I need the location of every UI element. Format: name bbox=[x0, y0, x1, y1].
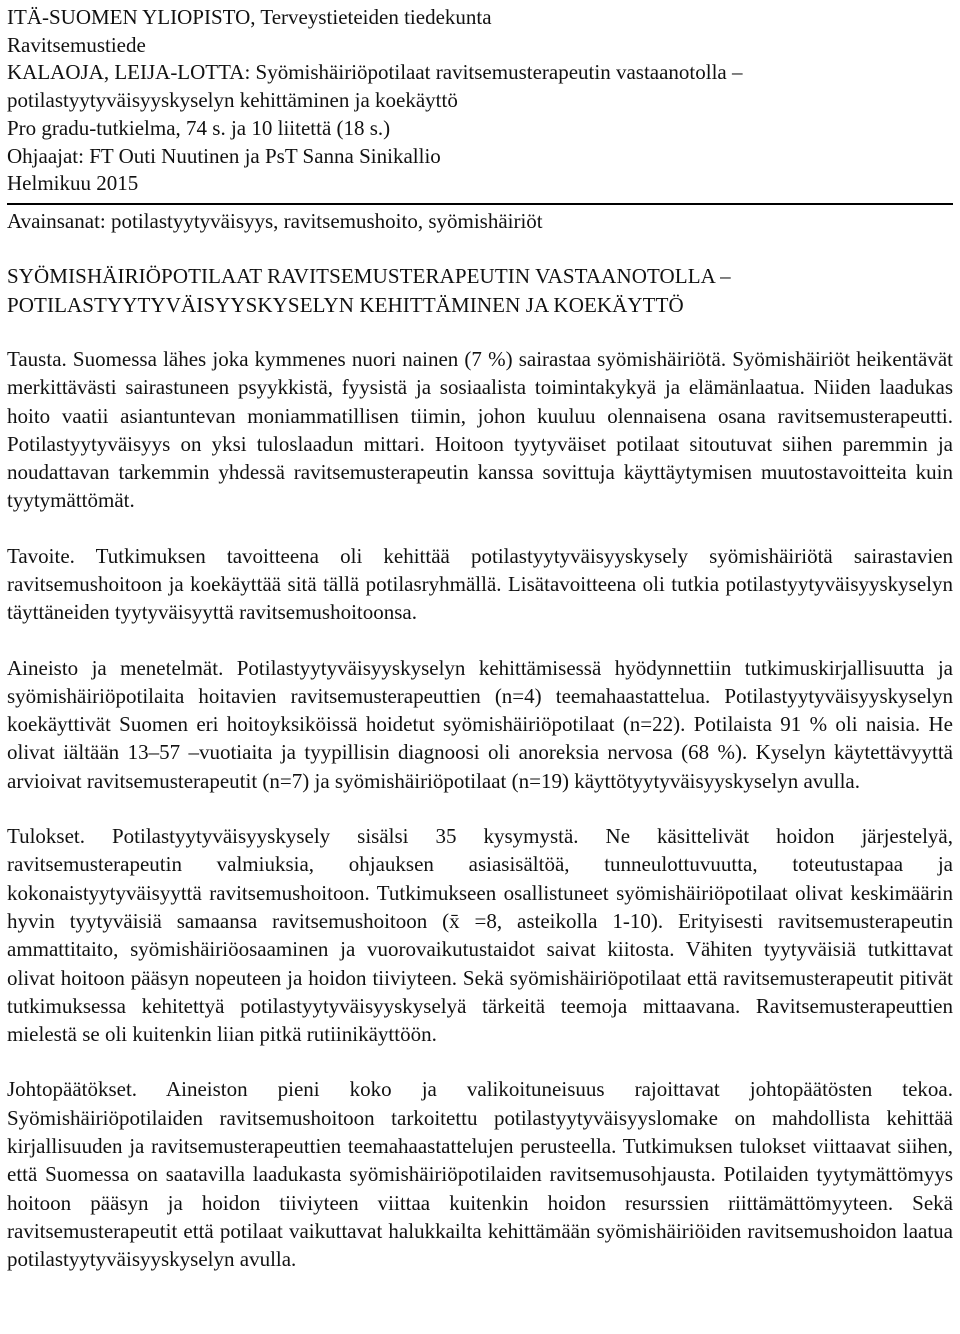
section-methods bbox=[7, 654, 953, 795]
abstract-title-line-2: POTILASTYYTYVÄISYYSKYSELYN KEHITTÄMINEN JA KOEKÄYTTÖ bbox=[7, 292, 684, 317]
section-text-methods: Potilastyytyväisyyskyselyn kehittämisessä hyödynnettiin tutkimuskirjallisuutta ja syömishäiriöpotilaita hoitavien ravitsemusterapeuttien (n=4) teemahaastattelua. Potilastyytyväisyyskyselyn koekäyttivät Suomen eri hoitoyksiköissä hoidetut syömishäiriöpotilaat (n=22). Potilaista 91 % oli naisia. He olivat iältään 13–57 –vuotiaita ja tyypillisin diagnoosi oli anoreksia nervosa (68 %). Kyselyn käytettävyyttä arvioivat ravitsemusterapeutit (n=7) ja syömishäiriöpotilaat (n=19) käyttötyytyväisyyskyselyn avulla. bbox=[7, 655, 953, 793]
author-title-line-2: potilastyytyväisyyskyselyn kehittäminen ja koekäyttö bbox=[7, 88, 458, 113]
section-text-aim: Tutkimuksen tavoitteena oli kehittää potilastyytyväisyyskysely syömishäiriötä sairastavien ravitsemushoitoon ja koekäyttää sitä tällä potilasryhmällä. Lisätavoitteena oli tutkia potilastyytyväisyyskyselyn täyttäneiden tyytyväisyyttä ravitsemushoitoonsa. bbox=[7, 543, 953, 625]
section-heading-conclusions: Johtopäätökset. bbox=[7, 1077, 138, 1102]
section-conclusions bbox=[7, 1075, 953, 1273]
section-heading-results: Tulokset. bbox=[7, 824, 86, 849]
abstract-title-line-1: SYÖMISHÄIRIÖPOTILAAT RAVITSEMUSTERAPEUTIN VASTAANOTOLLA – bbox=[7, 263, 731, 288]
section-aim bbox=[7, 542, 953, 627]
section-heading-background: Tausta. bbox=[7, 346, 67, 371]
section-text-conclusions: Aineiston pieni koko ja valikoituneisuus rajoittavat johtopäätösten tekoa. Syömishäiriöpotilaiden ravitsemushoitoon tarkoitettu potilastyytyväisyyslomake on mahdollista kehittää kirjallisuuden ja ravitsemusterapeuttien teemahaastattelujen perusteella. Tutkimuksen tulokset viittaavat siihen, että Suomessa on saatavilla laadukasta syömishäiriöpotilaiden ravitsemusohjausta. Potilaiden tyytymättömyys hoitoon pääsyn ja hoidon tiiviyteen viittaa kuitenkin hoidon resurssien riittämättömyyteen. Sekä ravitsemusterapeutit että potilaat vaikuttavat halukkailta kehittämään syömishäiriöiden ravitsemushoidon laatua potilastyytyväisyyskyselyn avulla. bbox=[7, 1077, 953, 1272]
keywords-line: Avainsanat: potilastyytyväisyys, ravitsemushoito, syömishäiriöt bbox=[7, 208, 543, 233]
abstract-page bbox=[7, 4, 953, 1274]
section-background bbox=[7, 345, 953, 515]
department-line: Ravitsemustiede bbox=[7, 32, 146, 57]
thesis-type-line: Pro gradu-tutkielma, 74 s. ja 10 liitettä (18 s.) bbox=[7, 115, 391, 140]
supervisors-line: Ohjaajat: FT Outi Nuutinen ja PsT Sanna Sinikallio bbox=[7, 143, 441, 168]
section-text-results: Potilastyytyväisyyskysely sisälsi 35 kysymystä. Ne käsittelivät hoidon järjestelyä, ravitsemusterapeutin valmiuksia, ohjauksen asiasisältöä, tunneulottuvuutta, toteutustapaa ja kokonaistyytyväisyyttä ravitsemushoitoon. Tutkimukseen osallistuneet syömishäiriöpotilaat olivat keskimäärin hyvin tyytyväisiä samaansa ravitsemushoitoon (x̄ =8, asteikolla 1-10). Erityisesti ravitsemusterapeutin ammattitaito, syömishäiriöosaaminen ja vuorovaikutustaidot saivat kiitosta. Vähiten tyytyväisiä tutkittavat olivat hoitoon pääsyn nopeuteen ja hoidon tiiviyteen. Sekä syömishäiriöpotilaat että ravitsemusterapeutit pitivät tutkimuksessa kehitettyä potilastyytyväisyyskyselyä tärkeitä teemoja mittaavana. Ravitsemusterapeuttien mielestä se oli kuitenkin liian pitkä rutiinikäyttöön. bbox=[7, 824, 953, 1047]
thesis-header bbox=[7, 4, 953, 198]
author-title-line: KALAOJA, LEIJA-LOTTA: Syömishäiriöpotilaat ravitsemusterapeutin vastaanotolla – bbox=[7, 60, 743, 85]
date-line: Helmikuu 2015 bbox=[7, 171, 139, 196]
section-heading-aim: Tavoite. bbox=[7, 543, 75, 568]
university-line: ITÄ-SUOMEN YLIOPISTO, Terveystieteiden tiedekunta bbox=[7, 5, 492, 29]
section-heading-methods: Aineisto ja menetelmät. bbox=[7, 655, 224, 680]
abstract-title bbox=[7, 262, 953, 320]
section-results bbox=[7, 822, 953, 1048]
header-divider bbox=[7, 203, 953, 205]
section-text-background: Suomessa lähes joka kymmenes nuori nainen (7 %) sairastaa syömishäiriötä. Syömishäiriöt heikentävät merkittävästi sairastuneen psyykkistä, fyysistä ja sosiaalista toimintakykyä ja elämänlaatua. Niiden laadukas hoito vaatii asiantuntevan moniammatillisen tiimin, johon kuuluu olennaisena osana ravitsemusterapeutti. Potilastyytyväisyys on yksi tuloslaadun mittari. Hoitoon tyytyväiset potilaat sitoutuvat siihen paremmin ja noudattavan tarkemmin yhdessä ravitsemusterapeutin kanssa sovittuja käyttäytymisen muutostavoitteita kuin tyytymättömät. bbox=[7, 346, 953, 513]
